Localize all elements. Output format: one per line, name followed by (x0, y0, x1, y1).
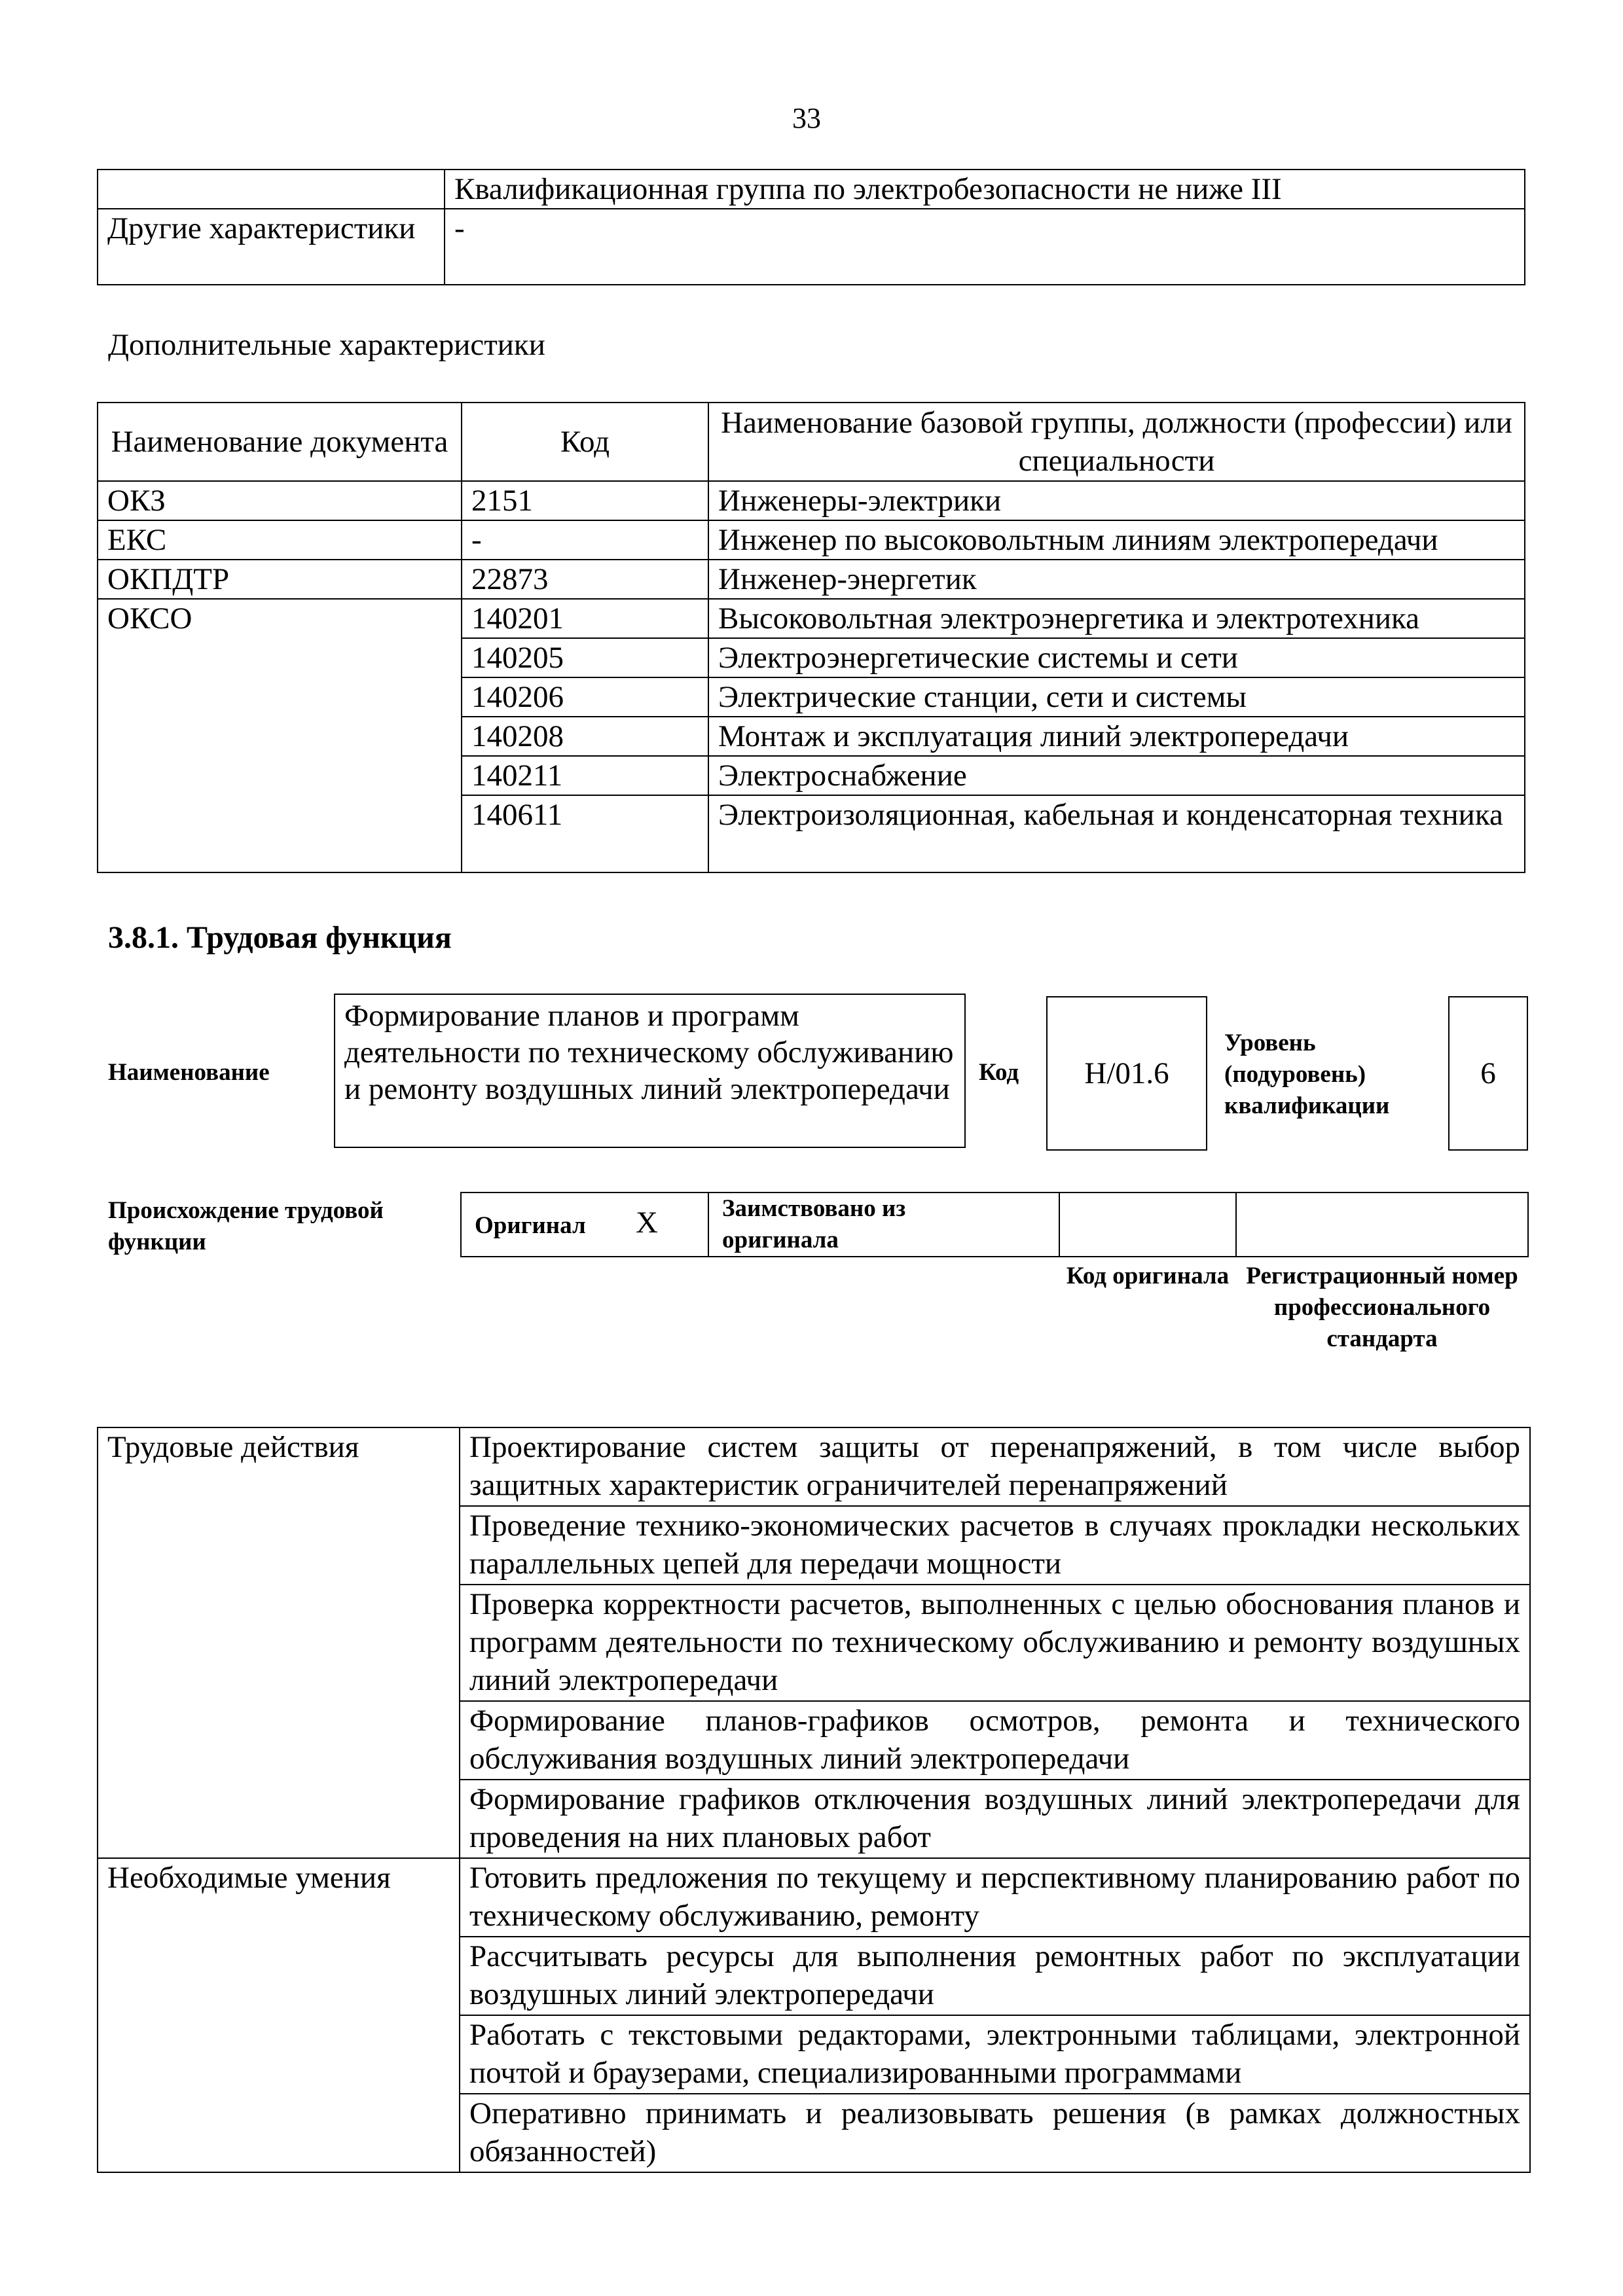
name-cell: Инженер по высоковольтным линиям электропередачи (708, 520, 1525, 560)
page-number: 33 (792, 102, 821, 134)
labor-actions-label: Трудовые действия (98, 1427, 460, 1858)
level-label: Уровень (подуровень) квалификации (1224, 1030, 1390, 1119)
code-cell: 22873 (462, 560, 708, 599)
name-cell: Инженер-энергетик (708, 560, 1525, 599)
code-cell: 140611 (462, 795, 708, 872)
original-code-caption: Код оригинала (1066, 1263, 1230, 1289)
registration-number-cell (1235, 1192, 1529, 1257)
code-label: Код (979, 1059, 1019, 1086)
code-cell: 140211 (462, 756, 708, 795)
code-cell: 140201 (462, 599, 708, 638)
header-document: Наименование документа (98, 403, 462, 481)
original-code-cell (1059, 1192, 1237, 1257)
skill-item: Работать с текстовыми редакторами, электронными таблицами, электронной почтой и браузерами, специализированными программами (460, 2015, 1530, 2094)
skills-label: Необходимые умения (98, 1858, 460, 2172)
code-cell: - (462, 520, 708, 560)
electrical-safety-group: Квалификационная группа по электробезопасности не ниже III (445, 170, 1525, 209)
skill-item: Рассчитывать ресурсы для выполнения ремонтных работ по эксплуатации воздушных линий электропередачи (460, 1937, 1530, 2015)
other-characteristics-value: - (445, 209, 1525, 285)
extra-characteristics-title: Дополнительные характеристики (108, 328, 545, 362)
name-cell: Электроэнергетические системы и сети (708, 638, 1525, 677)
doc-cell: ОКСО (98, 599, 462, 872)
original-cell (460, 1192, 709, 1257)
extra-characteristics-table (97, 402, 1525, 873)
doc-cell: ЕКС (98, 520, 462, 560)
labor-action-item: Проверка корректности расчетов, выполненных с целью обоснования планов и программ деятельности по техническому обслуживанию и ремонту воздушных линий электропередачи (460, 1585, 1530, 1701)
code-cell: 140205 (462, 638, 708, 677)
original-label: Оригинал (475, 1212, 586, 1239)
header-name: Наименование базовой группы, должности (профессии) или специальности (708, 403, 1525, 481)
doc-cell: ОКПДТР (98, 560, 462, 599)
original-mark: X (636, 1206, 658, 1240)
name-cell: Инженеры-электрики (708, 481, 1525, 520)
labor-action-item: Формирование графиков отключения воздушных линий электропередачи для проведения на них плановых работ (460, 1780, 1530, 1858)
name-cell: Электроснабжение (708, 756, 1525, 795)
labor-action-item: Формирование планов-графиков осмотров, ремонта и технического обслуживания воздушных линий электропередачи (460, 1701, 1530, 1780)
skill-item: Готовить предложения по текущему и перспективному планированию работ по техническому обслуживанию, ремонту (460, 1858, 1530, 1937)
name-cell: Электроизоляционная, кабельная и конденсаторная техника (708, 795, 1525, 872)
origin-label: Происхождение трудовой функции (108, 1197, 384, 1255)
borrowed-cell (708, 1192, 1060, 1257)
labor-action-item: Проведение технико-экономических расчетов в случаях прокладки нескольких параллельных цепей для передачи мощности (460, 1506, 1530, 1585)
header-code: Код (462, 403, 708, 481)
code-cell: 140208 (462, 717, 708, 756)
registration-number-caption: Регистрационный номер профессионального стандарта (1246, 1263, 1518, 1352)
labor-action-item: Проектирование систем защиты от перенапряжений, в том числе выбор защитных характеристик ограничителей перенапряжений (460, 1427, 1530, 1506)
section-title: 3.8.1. Трудовая функция (108, 920, 452, 955)
level-value-box: 6 (1448, 996, 1528, 1151)
skill-item: Оперативно принимать и реализовывать решения (в рамках должностных обязанностей) (460, 2094, 1530, 2172)
labor-actions-table (97, 1427, 1531, 2173)
function-code-box: Н/01.6 (1046, 996, 1207, 1151)
borrowed-label: Заимствовано из оригинала (722, 1195, 906, 1253)
other-characteristics-label: Другие характеристики (98, 209, 445, 285)
function-name-box: Формирование планов и программ деятельности по техническому обслуживанию и ремонту воздушных линий электропередачи (334, 994, 966, 1148)
name-cell: Высоковольтная электроэнергетика и электротехника (708, 599, 1525, 638)
name-label: Наименование (108, 1059, 270, 1086)
code-cell: 140206 (462, 677, 708, 717)
code-cell: 2151 (462, 481, 708, 520)
empty-cell (98, 170, 445, 209)
name-cell: Монтаж и эксплуатация линий электропередачи (708, 717, 1525, 756)
name-cell: Электрические станции, сети и системы (708, 677, 1525, 717)
doc-cell: ОКЗ (98, 481, 462, 520)
qualification-table (97, 169, 1525, 285)
